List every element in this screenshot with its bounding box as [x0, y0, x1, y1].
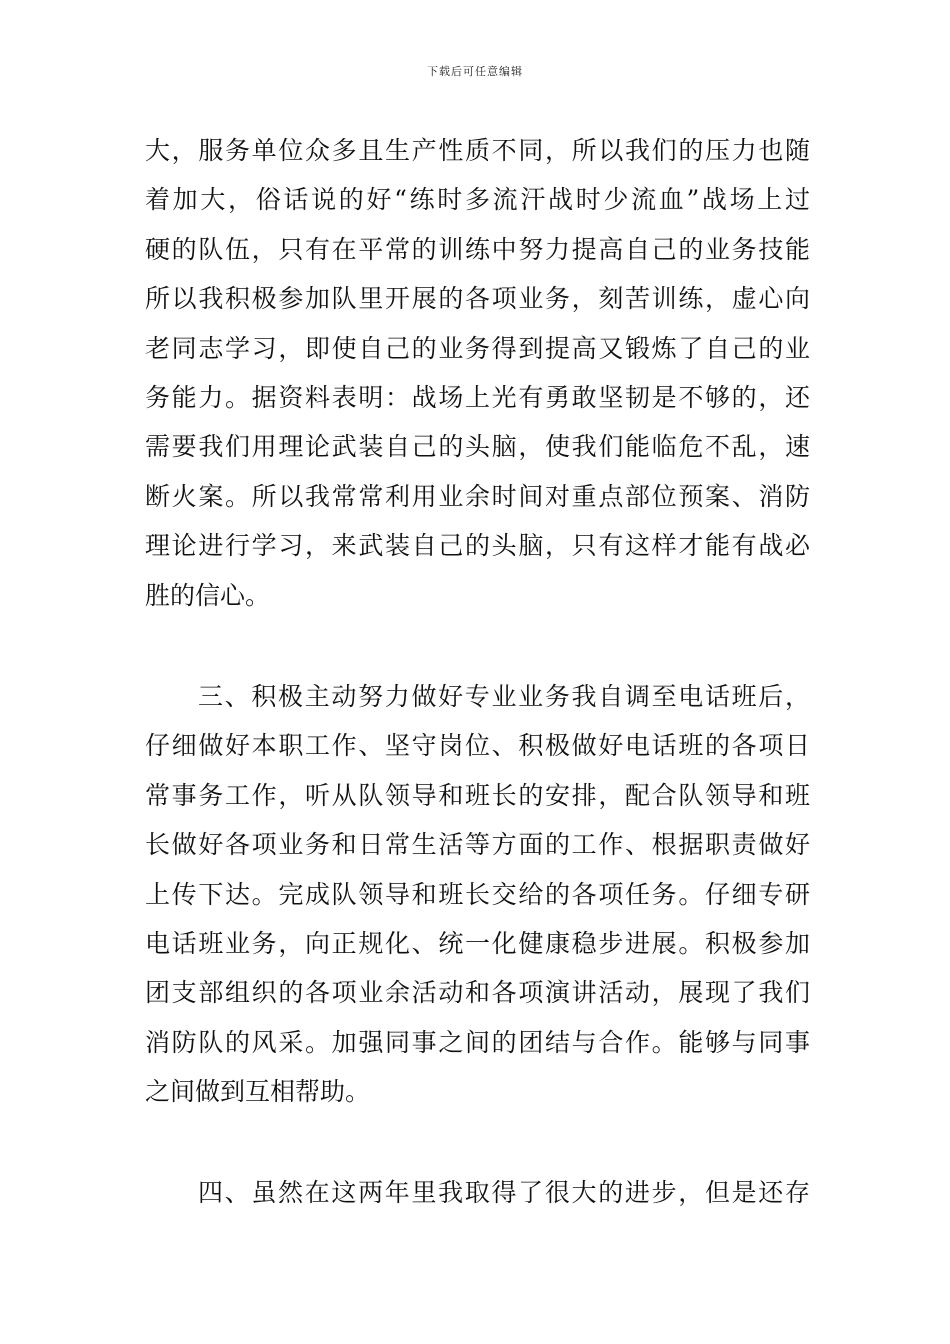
- paragraph-section-three: [145, 672, 810, 1117]
- text-line: 三、积极主动努力做好专业业务我自调至电话班后，: [198, 682, 810, 711]
- text-line: 四、虽然在这两年里我取得了很大的进步，但是还存: [198, 1178, 810, 1207]
- text-line: 着加大，俗话说的好“练时多流汗战时少流血”战场上过: [145, 185, 810, 215]
- text-line: 务能力。据资料表明：战场上光有勇敢坚韧是不够的，还: [145, 382, 810, 412]
- text-line: 所以我积极参加队里开展的各项业务，刻苦训练，虚心向: [145, 284, 810, 314]
- text-line: 大，服务单位众多且生产性质不同，所以我们的压力也随: [145, 136, 810, 165]
- text-line: 消防队的风采。加强同事之间的团结与合作。能够与同事: [145, 1027, 810, 1057]
- text-line: 硬的队伍，只有在平常的训练中努力提高自己的业务技能: [145, 234, 810, 264]
- page-header: 下载后可任意编辑: [427, 65, 523, 78]
- text-line: 理论进行学习，来武装自己的头脑，只有这样才能有战必: [145, 531, 810, 561]
- text-line: 之间做到互相帮助。: [145, 1077, 371, 1107]
- paragraph-training: [145, 126, 810, 620]
- text-line: 团支部组织的各项业余活动和各项演讲活动，展现了我们: [145, 978, 810, 1008]
- text-line: 上传下达。完成队领导和班长交给的各项任务。仔细专研: [145, 879, 810, 909]
- paragraph-section-four: [145, 1168, 810, 1217]
- text-line: 胜的信心。: [145, 580, 271, 610]
- text-line: 断火案。所以我常常利用业余时间对重点部位预案、消防: [145, 481, 810, 511]
- text-line: 需要我们用理论武装自己的头脑，使我们能临危不乱，速: [145, 432, 810, 462]
- text-line: 仔细做好本职工作、坚守岗位、积极做好电话班的各项日: [145, 731, 810, 761]
- text-line: 电话班业务，向正规化、统一化健康稳步进展。积极参加: [145, 928, 810, 958]
- text-line: 常事务工作，听从队领导和班长的安排，配合队领导和班: [145, 780, 810, 810]
- text-line: 老同志学习，即使自己的业务得到提高又锻炼了自己的业: [145, 333, 810, 363]
- text-line: 长做好各项业务和日常生活等方面的工作、根据职责做好: [145, 830, 810, 860]
